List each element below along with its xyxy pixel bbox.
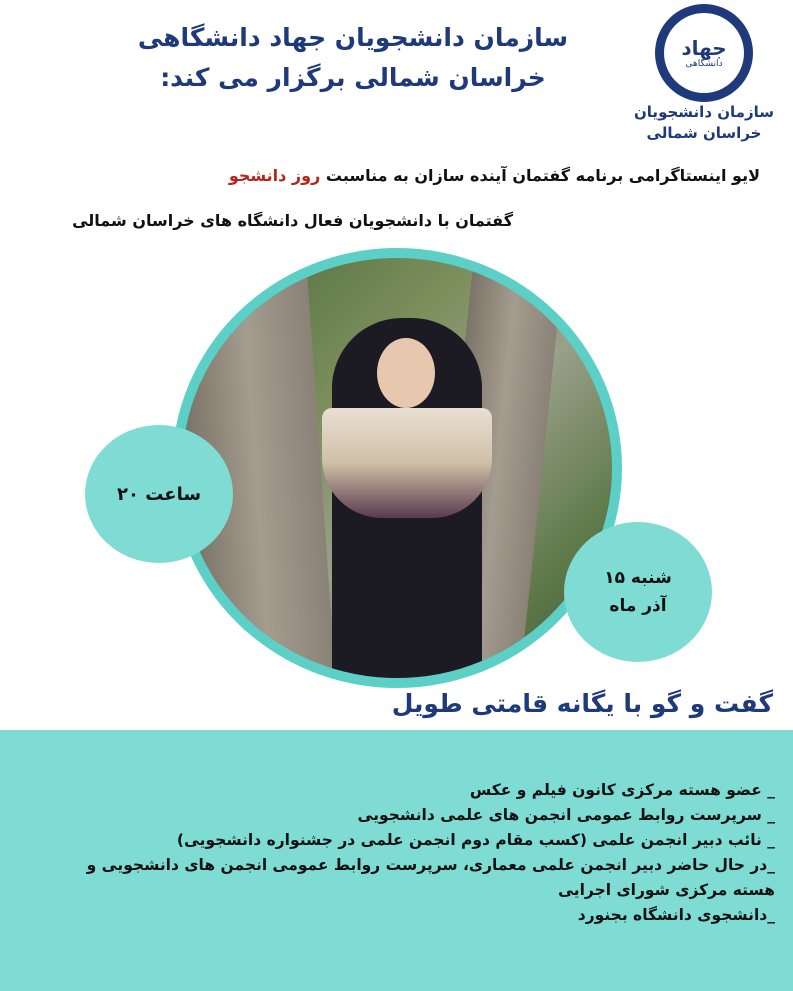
bio-item: _در حال حاضر دبیر انجمن علمی معماری، سرپرست روابط عمومی انجمن های دانشجویی و	[86, 856, 775, 874]
intro-line-1-prefix: لایو اینستاگرامی برنامه گفتمان آینده سازان به مناسبت	[325, 166, 760, 185]
date-badge	[564, 522, 712, 662]
intro-line-2: گفتمان با دانشجویان فعال دانشگاه های خراسان شمالی	[72, 211, 513, 230]
bio-item: _ عضو هسته مرکزی کانون فیلم و عکس	[469, 781, 775, 799]
page-title: سازمان دانشجویان جهاد دانشگاهی خراسان شمالی برگزار می کند:	[137, 23, 569, 92]
logo-caption: سازمان دانشجویان خراسان شمالی	[634, 103, 774, 142]
intro-line-1	[229, 166, 760, 185]
bio-item: _ نائب دبیر انجمن علمی (کسب مقام دوم انجمن علمی در جشنواره دانشجویی)	[176, 831, 775, 849]
date-month: آذر ماه	[609, 596, 667, 616]
bio-list	[55, 778, 775, 928]
logo	[625, 4, 775, 154]
bio-item: هسته مرکزی شورای اجرایی	[558, 881, 775, 899]
time-badge: ساعت ۲۰	[85, 425, 233, 563]
guest-heading: گفت و گو با یگانه قامتی طویل	[391, 689, 773, 718]
logo-text-sub: دانشگاهی	[685, 59, 723, 69]
intro-line-1-highlight: روز دانشجو	[228, 166, 321, 185]
date-day: شنبه ۱۵	[604, 568, 672, 588]
logo-text-main: جهاد	[681, 36, 727, 60]
bio-item: _دانشجوی دانشگاه بجنورد	[577, 906, 775, 924]
bio-item: _ سرپرست روابط عمومی انجمن های علمی دانشجویی	[357, 806, 775, 824]
logo-emblem-icon	[655, 4, 753, 102]
guest-photo	[182, 258, 612, 678]
